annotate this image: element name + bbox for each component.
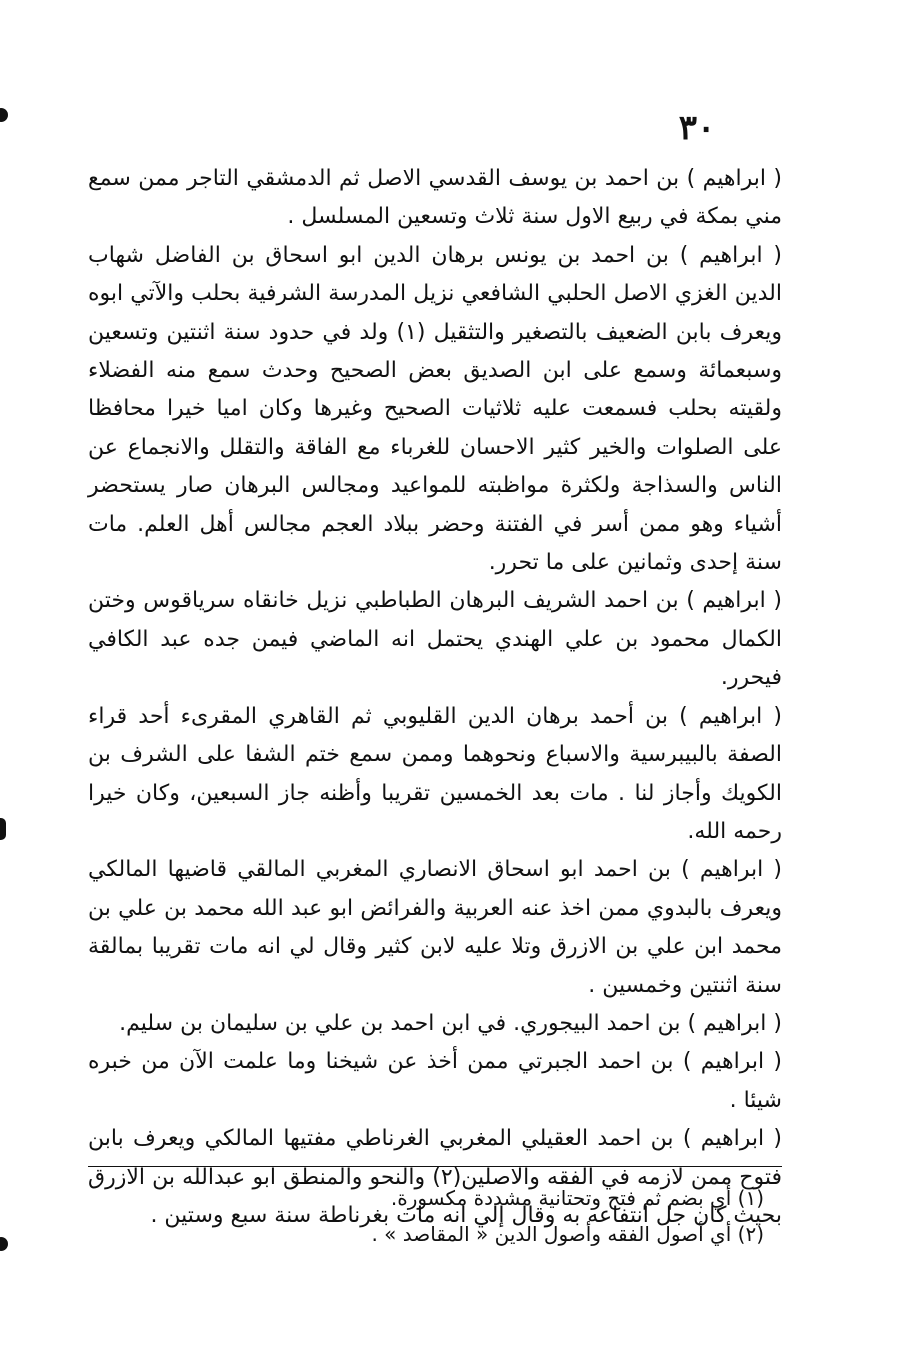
entry-paragraph: ( ابراهيم ) بن احمد الجبرتي ممن أخذ عن شيخنا وما علمت الآن من خبره شيئا .: [88, 1049, 782, 1113]
page-edge-mark: [0, 108, 8, 122]
footnotes: [88, 1180, 782, 1252]
entry-paragraph: ( ابراهيم ) بن أحمد برهان الدين القليوبي ثم القاهري المقرىء أحد قراء الصفة بالبيبرسية والاسباع ونحوهما وممن سمع ختم الشفا على الشرف بن الكويك وأجاز لنا . مات بعد الخمسين تقريبا وأظنه جاز السبعين، وكان خيرا رحمه الله.: [88, 703, 782, 844]
footnote: (٢) أي أصول الفقه وأصول الدين « المقاصد » .: [371, 1222, 764, 1246]
footnote: (١) أي بضم ثم فتح وتحتانية مشددة مكسورة.: [390, 1186, 764, 1210]
main-text: [88, 160, 782, 1235]
page-edge-mark: [0, 1237, 8, 1251]
entry-paragraph: ( ابراهيم ) بن احمد العقيلي المغربي الغرناطي مفتيها المالكي ويعرف بابن فتوح ممن لازمه في الفقه والاصلين(٢) والنحو والمنطق ابو عبدالله بن الازرق بحيث كان جل انتفاعه به وقال إلي انه مات بغرناطة سنة سبع وستين .: [88, 1126, 782, 1228]
page-edge-mark: [0, 818, 6, 840]
entry-paragraph: ( ابراهيم ) بن احمد ابو اسحاق الانصاري المغربي المالقي قاضيها المالكي ويعرف بالبدوي ممن اخذ عنه العربية والفرائض ابو عبد الله محمد بن علي بن محمد ابن علي بن الازرق وتلا عليه لابن كثير وقال لي انه مات تقريبا بمالقة سنة اثنتين وخمسين .: [88, 857, 782, 998]
footnote-divider: [88, 1166, 782, 1167]
entry-paragraph: ( ابراهيم ) بن احمد بن يونس برهان الدين ابو اسحاق بن الفاضل شهاب الدين الغزي الاصل الحلبي الشافعي نزيل المدرسة الشرفية بحلب والآتي ابوه ويعرف بابن الضعيف بالتصغير والتثقيل (١) ولد في حدود سنة اثنتين وتسعين وسبعمائة وسمع على ابن الصديق بعض الصحيح وحدث سمع منه الفضلاء ولقيته بحلب فسمعت عليه ثلاثيات الصحيح وغيرها وكان اميا خيرا محافظا على الصلوات والخير كثير الاحسان للغرباء مع الفاقة والتقلل والانجماع عن الناس والسذاجة ولكثرة مواظبته للمواعيد ومجالس البرهان صار يستحضر أشياء وهو ممن أسر في الفتنة وحضر ببلاد العجم مجالس أهل العلم. مات سنة إحدى وثمانين على ما تحرر.: [88, 242, 782, 576]
entry-paragraph: ( ابراهيم ) بن احمد البيجوري. في ابن احمد بن علي بن سليمان بن سليم.: [119, 1010, 782, 1036]
entry-paragraph: ( ابراهيم ) بن احمد بن يوسف القدسي الاصل ثم الدمشقي التاجر ممن سمع مني بمكة في ربيع الاول سنة ثلاث وتسعين المسلسل .: [88, 166, 782, 230]
page-number: ٣٠: [678, 108, 716, 148]
entry-paragraph: ( ابراهيم ) بن احمد الشريف البرهان الطباطبي نزيل خانقاه سرياقوس وختن الكمال محمود بن علي الهندي يحتمل انه الماضي فيمن جده عبد الكافي فيحرر.: [88, 588, 782, 691]
